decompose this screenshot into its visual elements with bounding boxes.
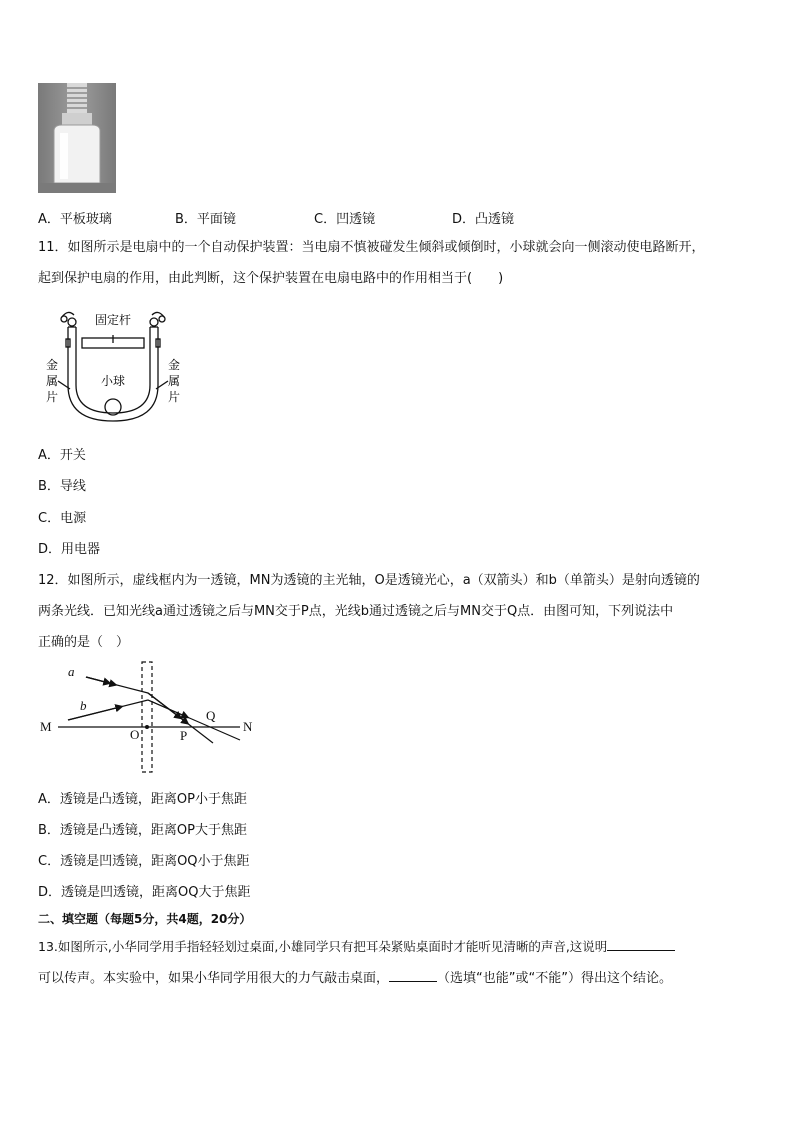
q11-label-left-3: 片: [46, 390, 59, 404]
q11-label-left: [46, 357, 61, 404]
q12-figure: [38, 660, 268, 780]
q11-label-right-1: 金: [168, 358, 181, 372]
q12-option-d: D．透镜是凹透镜，距离OQ大于焦距: [38, 885, 251, 900]
q12-option-b: B．透镜是凸透镜，距离OP大于焦距: [38, 823, 247, 838]
q11-option-a: A．开关: [38, 448, 86, 463]
q12-option-a: A．透镜是凸透镜，距离OP小于焦距: [38, 792, 247, 807]
q12-label-b: b: [80, 698, 87, 713]
q12-stem-line3: 正确的是（ ）: [38, 635, 130, 650]
q12-label-N: N: [243, 719, 253, 734]
q13-line1: [38, 936, 675, 956]
q10-option-a: A．平板玻璃: [38, 212, 112, 227]
q11-label-right-2: 属: [168, 374, 181, 388]
q12-label-P: P: [180, 728, 188, 743]
q11-label-left-2: 属: [46, 374, 59, 388]
q11-label-right-3: 片: [168, 390, 181, 404]
q11-option-b: B．导线: [38, 479, 86, 494]
q10-option-b: B．平面镜: [175, 212, 236, 227]
q12-stem-line2: 两条光线．已知光线a通过透镜之后与MN交于P点，光线b通过透镜之后与MN交于Q点．由图可知，下列说法中: [38, 604, 674, 619]
q11-option-d: D．用电器: [38, 542, 101, 557]
q12-label-a: a: [68, 664, 75, 679]
q11-figure: [38, 305, 188, 430]
q13-blank-2[interactable]: [389, 967, 437, 982]
q10-option-d: D．凸透镜: [452, 212, 515, 227]
q12-label-O: O: [130, 727, 140, 742]
q13-line2-part2: （选填“也能”或“不能”）得出这个结论。: [437, 971, 672, 986]
q12-label-M: M: [40, 719, 52, 734]
q10-option-c: C．凹透镜: [314, 212, 376, 227]
q11-label-left-1: 金: [46, 358, 59, 372]
q12-option-c: C．透镜是凹透镜，距离OQ小于焦距: [38, 854, 250, 869]
q13-line1-text: 13.如图所示,小华同学用手指轻轻划过桌面,小雄同学只有把耳朵紧贴桌面时才能听见清晰的声音,这说明: [38, 939, 608, 954]
q11-label-ball: 小球: [100, 374, 126, 388]
q11-label-right: [168, 357, 183, 404]
q11-stem-line1: 11．如图所示是电扇中的一个自动保护装置：当电扇不慎被碰发生倾斜或倾倒时，小球就会向一侧滚动使电路断开，: [38, 240, 705, 255]
q11-label-rod: 固定杆: [94, 313, 132, 327]
q11-option-c: C．电源: [38, 511, 87, 526]
q13-line2-part1: 可以传声。本实验中，如果小华同学用很大的力气敲击桌面，: [38, 971, 390, 986]
q13-line2: [38, 967, 672, 988]
q10-figure-image: [38, 83, 116, 193]
section2-title: 二、填空题（每题5分，共4题，20分）: [38, 912, 252, 926]
q12-stem-line1: 12．如图所示，虚线框内为一透镜，MN为透镜的主光轴，O是透镜光心，a（双箭头）和b（单箭头）是射向透镜的: [38, 573, 700, 588]
q12-label-Q: Q: [206, 708, 216, 723]
q11-stem-line2: 起到保护电扇的作用，由此判断，这个保护装置在电扇电路中的作用相当于( ): [38, 271, 504, 286]
q13-blank-1[interactable]: [607, 936, 675, 951]
